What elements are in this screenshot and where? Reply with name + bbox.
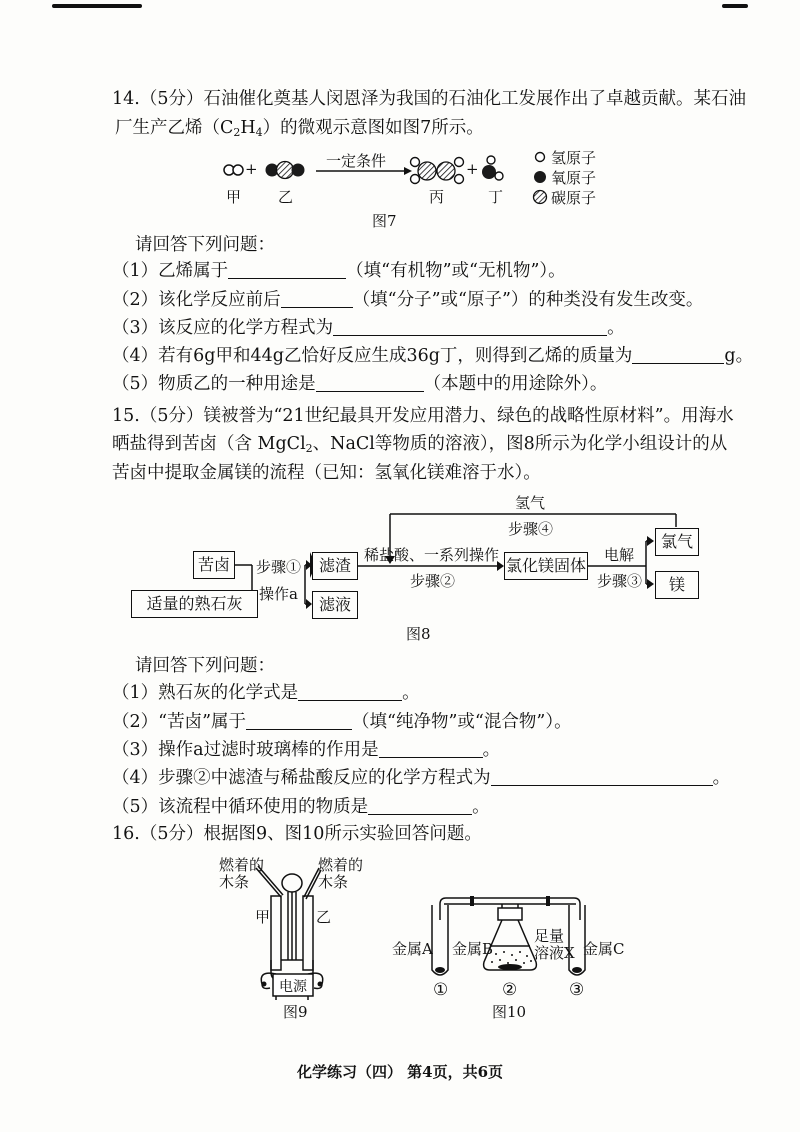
legend-carbon-label: 碳原子 <box>551 189 597 207</box>
metal-a-piece <box>435 967 445 973</box>
metal-b-piece <box>498 964 522 970</box>
fig10-num-2: ② <box>502 980 518 1000</box>
fig10-num-3: ③ <box>569 980 585 1000</box>
q14-sub-2: 2 <box>233 126 241 139</box>
q14-item-3-text: （3）该反应的化学方程式为 <box>112 318 334 338</box>
fig7-plus-2: + <box>466 160 479 178</box>
flow-step1: 步骤① <box>256 558 302 576</box>
flow-step4: 步骤④ <box>508 520 554 538</box>
q15-stem-line2-pre: 晒盐得到苦卤（含 MgCl <box>112 434 306 454</box>
q15-stem-line1: 15.（5分）镁被誉为“21世纪最具开发应用潜力、绿色的战略性原材料”。用海水 <box>112 406 734 426</box>
fig7-caption: 图7 <box>372 212 397 230</box>
flow-box-chlorine: 氯气 <box>655 528 699 556</box>
q15-item-2-text: （2）“苦卤”属于 <box>112 712 247 732</box>
q14-stem-line2-post: ）的微观示意图如图7所示。 <box>262 118 484 138</box>
q14-item-4-text: （4）若有6g甲和44g乙恰好反应生成36g丁，则得到乙烯的质量为 <box>112 346 633 366</box>
legend-oxygen-label: 氧原子 <box>551 169 597 187</box>
q15-stem-line3: 苦卤中提取金属镁的流程（已知：氢氧化镁难溶于水）。 <box>112 463 541 483</box>
fig10-solution-label: 足量 溶液X <box>534 927 575 962</box>
fig8-caption: 图8 <box>406 625 431 643</box>
fig9-tube-jia: 甲 <box>255 908 271 926</box>
q14-prompt: 请回答下列问题： <box>135 235 275 255</box>
q14-item-1-text: （1）乙烯属于 <box>112 261 229 281</box>
flow-box-slaked-lime: 适量的熟石灰 <box>131 590 258 618</box>
fig7-plus-1: + <box>245 160 258 178</box>
flow-box-mgcl2-solid: 氯化镁固体 <box>504 552 588 580</box>
fig7-label-bing: 丙 <box>429 188 445 206</box>
fig9-tube-yi: 乙 <box>316 908 332 926</box>
q15-item-4-end: 。 <box>712 768 731 788</box>
fig10-caption: 图10 <box>492 1003 527 1021</box>
flow-box-filtrate: 滤液 <box>312 591 358 619</box>
q15-item-5-end: 。 <box>472 797 490 817</box>
flow-hydrogen: 氢气 <box>515 494 546 512</box>
q14-item-3-end: 。 <box>607 318 625 338</box>
fig10-metal-a-label: 金属A <box>392 940 433 958</box>
q15-prompt: 请回答下列问题： <box>135 656 275 676</box>
q14-item-5-text: （5）物质乙的一种用途是 <box>112 374 316 394</box>
fig7-label-yi: 乙 <box>278 188 294 206</box>
fig10-metal-b-label: 金属B <box>452 940 494 958</box>
fig7-condition: 一定条件 <box>326 152 387 170</box>
fig9-power-label: 电源 <box>279 979 307 995</box>
q15-item-3-end: 。 <box>482 740 501 760</box>
fig9-stick-right-label: 燃着的 木条 <box>318 856 364 891</box>
fig10-num-1: ① <box>433 980 449 1000</box>
flow-step3: 步骤③ <box>597 572 643 590</box>
flow-electrolysis: 电解 <box>604 546 635 564</box>
q15-sub-2: 2 <box>305 442 313 455</box>
fig10-metal-c-label: 金属C <box>583 940 625 958</box>
q14-stem-line1: 14.（5分）石油催化奠基人闵恩泽为我国的石油化工发展作出了卓越贡献。某石油 <box>112 89 746 109</box>
fig7-label-jia: 甲 <box>226 188 242 206</box>
q14-item-2-text: （2）该化学反应前后 <box>112 290 281 310</box>
q15-item-5-text: （5）该流程中循环使用的物质是 <box>112 797 369 817</box>
flow-op-a: 操作a <box>259 585 298 603</box>
solution-x-liquid <box>491 951 532 964</box>
q15-item-1-end: 。 <box>402 683 420 703</box>
page-footer: 化学练习（四） 第4页，共6页 <box>296 1063 504 1081</box>
q15-item-3-text: （3）操作a过滤时玻璃棒的作用是 <box>112 740 379 760</box>
q15-stem-line2-post: 、NaCl等物质的溶液），图8所示为化学小组设计的从 <box>312 434 728 454</box>
q16-stem: 16.（5分）根据图9、图10所示实验回答问题。 <box>112 824 482 844</box>
fig9-caption: 图9 <box>283 1003 308 1021</box>
q14-item-4-unit: g。 <box>724 346 754 366</box>
q14-item-5-hint: （本题中的用途除外）。 <box>423 374 608 394</box>
flow-acid: 稀盐酸、一系列操作 <box>364 546 500 564</box>
metal-c-piece <box>572 967 582 973</box>
fig7-label-ding: 丁 <box>488 188 504 206</box>
q15-item-4-text: （4）步骤②中滤渣与稀盐酸反应的化学方程式为 <box>112 768 491 788</box>
flow-box-kulu: 苦卤 <box>193 551 235 579</box>
q14-item-2-hint: （填“分子”或“原子”）的种类没有发生改变。 <box>352 290 704 310</box>
q14-stem-line2-pre: 厂生产乙烯（C <box>115 118 234 138</box>
flow-box-magnesium: 镁 <box>655 571 699 599</box>
q14-item-1-hint: （填“有机物”或“无机物”）。 <box>346 261 566 281</box>
q15-item-2-hint: （填“纯净物”或“混合物”）。 <box>352 712 572 732</box>
flow-box-residue: 滤渣 <box>312 552 358 580</box>
q15-item-1-text: （1）熟石灰的化学式是 <box>112 683 299 703</box>
legend-hydrogen-label: 氢原子 <box>551 149 597 167</box>
fig9-stick-left-label: 燃着的 木条 <box>219 856 265 891</box>
q14-sub-4: 4 <box>255 126 263 139</box>
flow-step2: 步骤② <box>410 572 456 590</box>
q14-stem-h: H <box>240 118 256 138</box>
